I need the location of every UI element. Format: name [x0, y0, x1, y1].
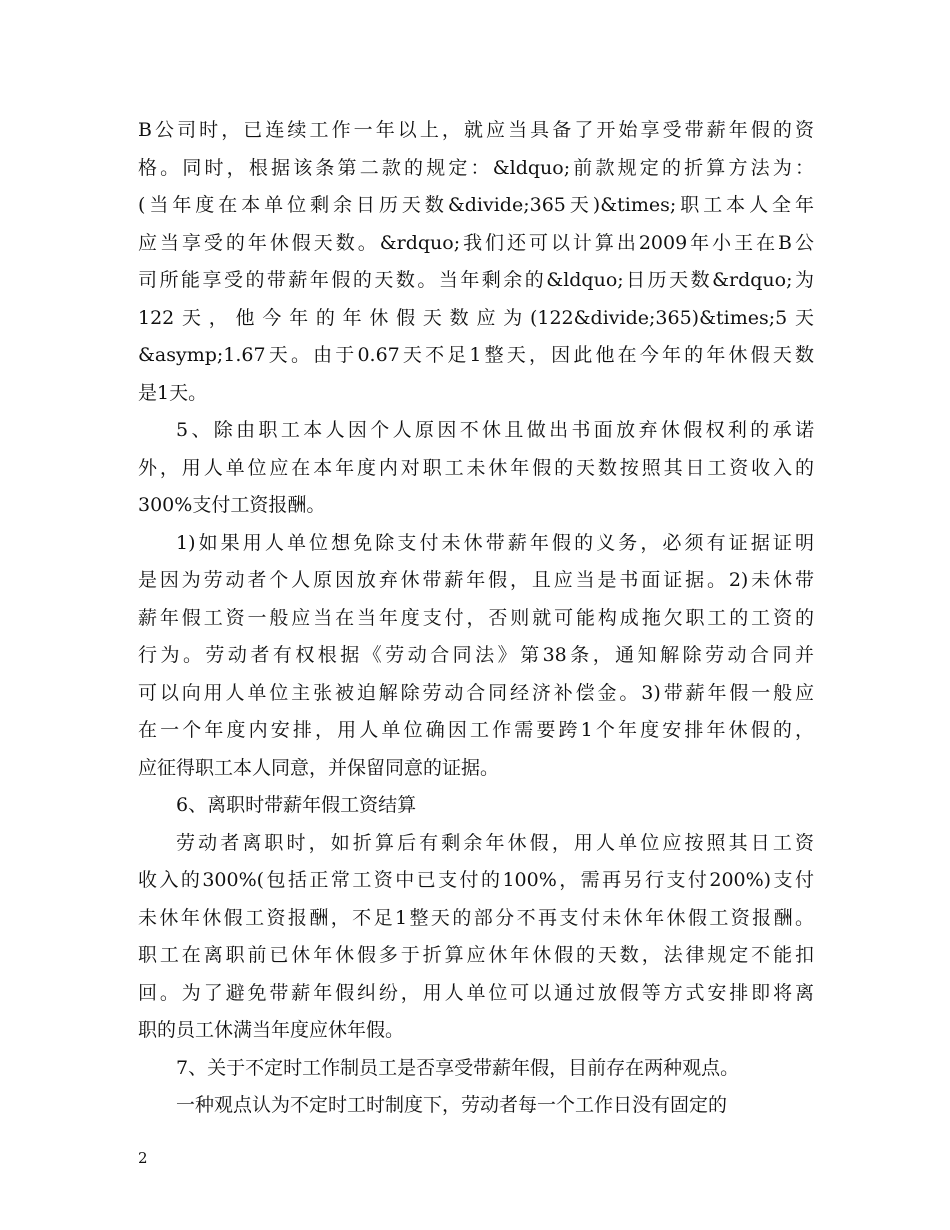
- text-line: 在一个年度内安排，用人单位确因工作需要跨1个年度安排年休假的，: [138, 719, 814, 741]
- text-line: 122天，他今年的年休假天数应为(122&divide;365)&times;5天: [138, 306, 814, 329]
- text-line: 是1天。: [138, 381, 208, 404]
- text-line: 应征得职工本人同意，并保留同意的证据。: [138, 756, 500, 779]
- text-line: &asymp;1.67天。由于0.67天不足1整天，因此他在今年的年休假天数: [138, 344, 814, 366]
- text-line: 外，用人单位应在本年度内对职工未休年假的天数按照其日工资收入的: [138, 456, 814, 479]
- text-line: 应当享受的年休假天数。&rdquo;我们还可以计算出2009年小王在B公: [138, 231, 814, 254]
- text-line: 职工在离职前已休年休假多于折算应休年休假的天数，法律规定不能扣: [138, 944, 814, 966]
- paragraph-first-line: 劳动者离职时，如折算后有剩余年休假，用人单位应按照其日工资: [176, 831, 814, 854]
- text-line: 未休年休假工资报酬，不足1整天的部分不再支付未休年休假工资报酬。: [138, 906, 814, 929]
- text-line: (当年度在本单位剩余日历天数&divide;365天)&times;职工本人全年: [138, 194, 814, 216]
- text-line: 职的员工休满当年度应休年假。: [138, 1019, 405, 1041]
- page-number: 2: [138, 1149, 148, 1167]
- text-line: 格。同时，根据该条第二款的规定：&ldquo;前款规定的折算方法为：: [138, 156, 814, 179]
- text-line: 行为。劳动者有权根据《劳动合同法》第38条，通知解除劳动合同并: [138, 644, 814, 666]
- text-line: 回。为了避免带薪年假纠纷，用人单位可以通过放假等方式安排即将离: [138, 981, 814, 1004]
- paragraph-first-line: 一种观点认为不定时工时制度下，劳动者每一个工作日没有固定的: [176, 1094, 728, 1116]
- text-line: 是因为劳动者个人原因放弃休带薪年假，且应当是书面证据。2)未休带: [138, 569, 814, 591]
- paragraph-first-line: 5、除由职工本人因个人原因不休且做出书面放弃休假权利的承诺: [176, 419, 814, 441]
- text-line: B公司时，已连续工作一年以上，就应当具备了开始享受带薪年假的资: [138, 119, 814, 141]
- text-line: 司所能享受的带薪年假的天数。当年剩余的&ldquo;日历天数&rdquo;为: [138, 269, 814, 291]
- text-line: 可以向用人单位主张被迫解除劳动合同经济补偿金。3)带薪年假一般应: [138, 681, 814, 704]
- text-line: 收入的300%(包括正常工资中已支付的100%，需再另行支付200%)支付: [138, 869, 814, 891]
- text-line: 300%支付工资报酬。: [138, 494, 326, 516]
- text-line: 薪年假工资一般应当在当年度支付，否则就可能构成拖欠职工的工资的: [138, 606, 814, 629]
- paragraph-first-line: 7、关于不定时工作制员工是否享受带薪年假，目前存在两种观点。: [176, 1056, 740, 1079]
- section-heading: 6、离职时带薪年假工资结算: [176, 794, 417, 816]
- body-text: [138, 112, 814, 1125]
- paragraph-first-line: 1)如果用人单位想免除支付未休带薪年假的义务，必须有证据证明: [176, 531, 814, 554]
